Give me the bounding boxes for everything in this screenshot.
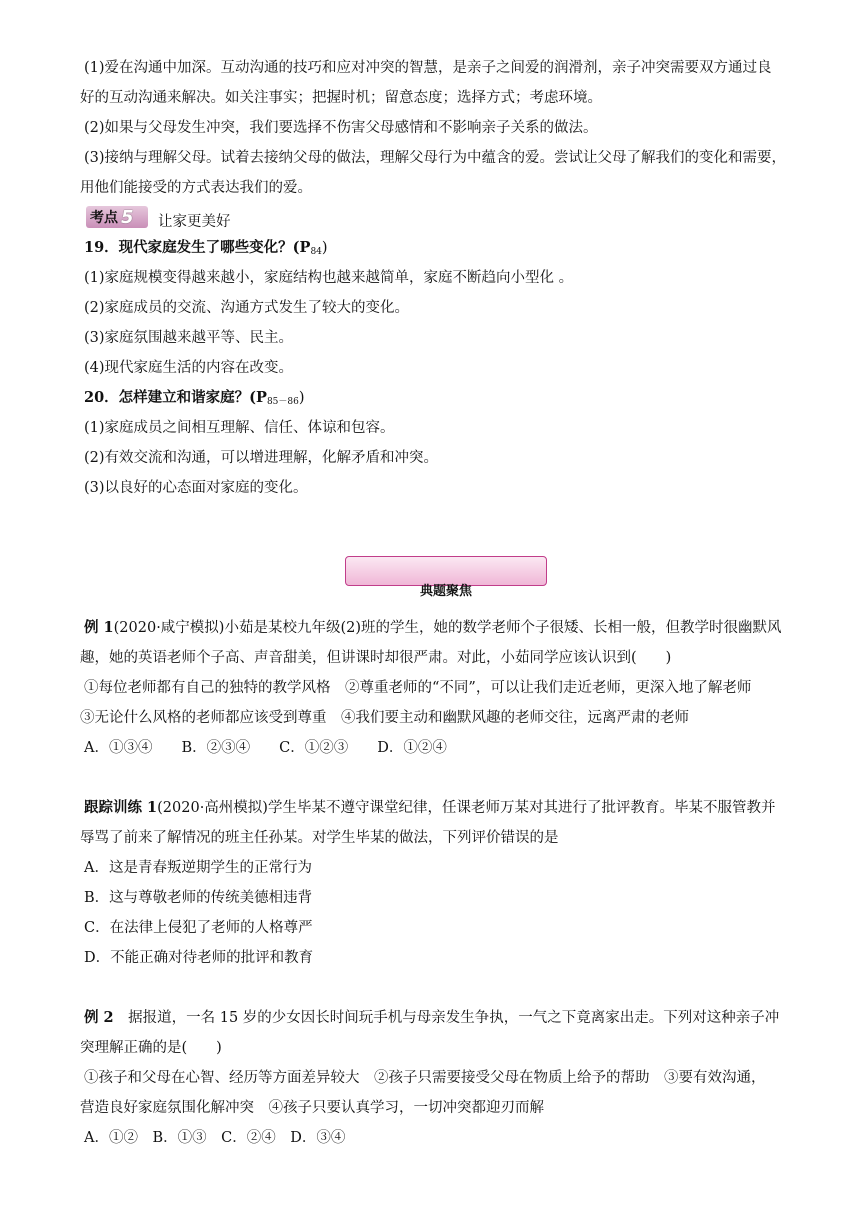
q19-page: 84 — [310, 247, 322, 257]
example-2-label: 例 2 — [84, 1009, 114, 1026]
q19-title-text: 19．现代家庭发生了哪些变化？(P — [84, 239, 311, 256]
q19-item-3: (3)家庭氛围越来越平等、民主。 — [84, 330, 294, 346]
track-1-line-1 — [84, 798, 775, 818]
q20-title-text: 20．怎样建立和谐家庭？(P — [84, 389, 267, 406]
example-2-statements-2: 营造良好家庭氛围化解冲突 ④孩子只要认真学习，一切冲突都迎刃而解 — [80, 1100, 544, 1116]
track-1-label: 跟踪训练 1 — [84, 799, 158, 816]
q20-close: ) — [298, 390, 305, 406]
q19-item-2: (2)家庭成员的交流、沟通方式发生了较大的变化。 — [84, 300, 410, 316]
example-2-statements-1: ①孩子和父母在心智、经历等方面差异较大 ②孩子只需要接受父母在物质上给予的帮助 ③要有效沟通， — [84, 1070, 766, 1086]
example-1-statements-1: ①每位老师都有自己的独特的教学风格 ②尊重老师的“不同”，可以让我们走近老师，更深入地了解老师 — [84, 680, 752, 696]
q19-item-1: (1)家庭规模变得越来越小，家庭结构也越来越简单，家庭不断趋向小型化 。 — [84, 270, 574, 286]
q20-page: 85－86 — [266, 397, 299, 407]
example-1-line-1 — [84, 618, 782, 638]
para-2-line-1: (2)如果与父母发生冲突，我们要选择不伤害父母感情和不影响亲子关系的做法。 — [84, 120, 598, 136]
kaodian-title: 让家更美好 — [158, 214, 231, 230]
track-1-option-a: A．这是青春叛逆期学生的正常行为 — [84, 860, 312, 876]
example-2-line-1 — [84, 1008, 779, 1028]
section-title: 典题聚焦 — [419, 584, 472, 599]
question-19-title — [84, 238, 328, 262]
track-1-line-2: 辱骂了前来了解情况的班主任孙某。对学生毕某的做法，下列评价错误的是 — [80, 830, 559, 846]
example-1-text-1: (2020·咸宁模拟)小茹是某校九年级(2)班的学生，她的数学老师个子很矮、长相一般，但教学时很幽默风 — [113, 620, 782, 636]
para-3-line-2: 用他们能接受的方式表达我们的爱。 — [80, 180, 312, 196]
kaodian-label: 考点 — [90, 210, 118, 226]
example-2-options: A．①② B．①③ C．②④ D．③④ — [84, 1130, 346, 1146]
example-1-statements-2: ③无论什么风格的老师都应该受到尊重 ④我们要主动和幽默风趣的老师交往，远离严肃的老师 — [80, 710, 689, 726]
q20-item-1: (1)家庭成员之间相互理解、信任、体谅和包容。 — [84, 420, 395, 436]
para-1-line-1: (1)爱在沟通中加深。互动沟通的技巧和应对冲突的智慧，是亲子之间爱的润滑剂，亲子冲突需要双方通过良 — [84, 60, 772, 76]
example-1-options: A．①③④ B．②③④ C．①②③ D．①②④ — [84, 740, 447, 756]
example-1-label: 例 1 — [84, 619, 114, 636]
q20-item-3: (3)以良好的心态面对家庭的变化。 — [84, 480, 308, 496]
para-3-line-1: (3)接纳与理解父母。试着去接纳父母的做法，理解父母行为中蕴含的爱。尝试让父母了解我们的变化和需要， — [84, 150, 787, 166]
example-2-text-1: 据报道，一名 15 岁的少女因长时间玩手机与母亲发生争执，一气之下竟离家出走。下列对这种亲子冲 — [113, 1010, 780, 1026]
q20-item-2: (2)有效交流和沟通，可以增进理解，化解矛盾和冲突。 — [84, 450, 439, 466]
q19-close: ) — [321, 240, 328, 256]
track-1-option-d: D．不能正确对待老师的批评和教育 — [84, 950, 314, 966]
kaodian-number: 5 — [121, 206, 134, 228]
example-1-line-2: 趣，她的英语老师个子高、声音甜美，但讲课时却很严肃。对此，小茹同学应该认识到( ) — [80, 650, 672, 666]
track-1-option-b: B．这与尊敬老师的传统美德相违背 — [84, 890, 313, 906]
para-1-line-2: 好的互动沟通来解决。如关注事实；把握时机；留意态度；选择方式；考虑环境。 — [80, 90, 602, 106]
kaodian-badge — [86, 206, 148, 228]
track-1-text-1: (2020·高州模拟)学生毕某不遵守课堂纪律，任课老师万某对其进行了批评教育。毕某不服管教并 — [157, 800, 776, 816]
question-20-title — [84, 388, 305, 412]
q19-item-4: (4)现代家庭生活的内容在改变。 — [84, 360, 294, 376]
track-1-option-c: C．在法律上侵犯了老师的人格尊严 — [84, 920, 313, 936]
example-2-line-2: 突理解正确的是( ) — [80, 1040, 222, 1056]
